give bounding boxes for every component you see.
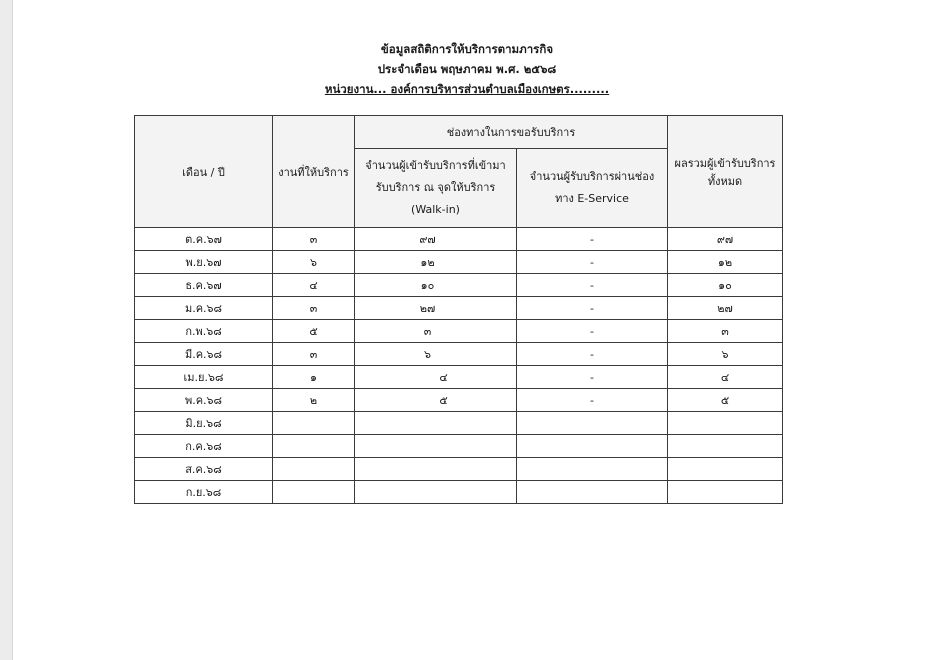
document-title: ข้อมูลสถิติการให้บริการตามภารกิจ <box>380 42 554 56</box>
cell-tasks: ๔ <box>273 274 355 297</box>
table-row <box>135 343 783 366</box>
header-channels: ช่องทางในการขอรับบริการ <box>355 116 668 149</box>
header-month: เดือน / ปี <box>135 116 273 228</box>
cell-eservice <box>517 458 668 481</box>
table-row <box>135 435 783 458</box>
cell-walkin: ๖ <box>355 343 517 366</box>
scan-edge <box>0 0 12 660</box>
cell-walkin: ๔ <box>355 366 517 389</box>
cell-walkin <box>355 458 517 481</box>
table-row <box>135 228 783 251</box>
table-row <box>135 366 783 389</box>
table-body <box>135 228 783 504</box>
cell-total: ๒๗ <box>668 297 783 320</box>
cell-total: ๔ <box>668 366 783 389</box>
cell-tasks <box>273 458 355 481</box>
header-eservice: จำนวนผู้รับบริการผ่านช่องทาง E-Service <box>517 149 668 228</box>
cell-tasks <box>273 435 355 458</box>
table-row <box>135 481 783 504</box>
cell-month: ก.พ.๖๘ <box>135 320 273 343</box>
cell-month: ก.ย.๖๘ <box>135 481 273 504</box>
cell-walkin <box>355 481 517 504</box>
cell-month: ม.ค.๖๘ <box>135 297 273 320</box>
header-total: ผลรวมผู้เข้ารับบริการทั้งหมด <box>668 116 783 228</box>
cell-eservice <box>517 412 668 435</box>
cell-eservice: - <box>517 343 668 366</box>
table-row <box>135 274 783 297</box>
cell-month: พ.ค.๖๘ <box>135 389 273 412</box>
cell-eservice: - <box>517 389 668 412</box>
cell-tasks: ๕ <box>273 320 355 343</box>
table-row <box>135 297 783 320</box>
cell-eservice: - <box>517 274 668 297</box>
cell-tasks: ๖ <box>273 251 355 274</box>
header-walkin: จำนวนผู้เข้ารับบริการที่เข้ามารับบริการ ณ จุดให้บริการ (Walk-in) <box>355 149 517 228</box>
cell-month: ต.ค.๖๗ <box>135 228 273 251</box>
cell-month: ส.ค.๖๘ <box>135 458 273 481</box>
cell-total <box>668 435 783 458</box>
cell-eservice: - <box>517 366 668 389</box>
scan-edge-line <box>12 0 13 660</box>
cell-tasks: ๓ <box>273 343 355 366</box>
cell-tasks: ๒ <box>273 389 355 412</box>
cell-eservice: - <box>517 297 668 320</box>
document-agency: หน่วยงาน... องค์การบริหารส่วนตำบลเมืองเกษตร......... <box>324 82 610 96</box>
cell-walkin: ๑๐ <box>355 274 517 297</box>
table-row <box>135 458 783 481</box>
table-row <box>135 412 783 435</box>
table-row <box>135 320 783 343</box>
cell-total: ๕ <box>668 389 783 412</box>
table-row <box>135 251 783 274</box>
cell-tasks: ๓ <box>273 297 355 320</box>
cell-month: ก.ค.๖๘ <box>135 435 273 458</box>
cell-month: ธ.ค.๖๗ <box>135 274 273 297</box>
cell-month: มี.ค.๖๘ <box>135 343 273 366</box>
cell-tasks <box>273 481 355 504</box>
cell-total: ๑๐ <box>668 274 783 297</box>
cell-walkin: ๓ <box>355 320 517 343</box>
cell-tasks <box>273 412 355 435</box>
cell-total <box>668 412 783 435</box>
cell-month: มิ.ย.๖๘ <box>135 412 273 435</box>
cell-month: เม.ย.๖๘ <box>135 366 273 389</box>
cell-eservice <box>517 435 668 458</box>
cell-month: พ.ย.๖๗ <box>135 251 273 274</box>
cell-walkin: ๕ <box>355 389 517 412</box>
cell-eservice: - <box>517 251 668 274</box>
cell-total: ๓ <box>668 320 783 343</box>
cell-total <box>668 481 783 504</box>
cell-eservice: - <box>517 228 668 251</box>
cell-walkin <box>355 412 517 435</box>
cell-walkin <box>355 435 517 458</box>
cell-walkin: ๑๒ <box>355 251 517 274</box>
cell-eservice <box>517 481 668 504</box>
cell-walkin: ๒๗ <box>355 297 517 320</box>
cell-eservice: - <box>517 320 668 343</box>
cell-total: ๖ <box>668 343 783 366</box>
header-tasks: งานที่ให้บริการ <box>273 116 355 228</box>
statistics-table <box>134 115 783 504</box>
cell-tasks: ๑ <box>273 366 355 389</box>
cell-walkin: ๙๗ <box>355 228 517 251</box>
document-period: ประจำเดือน พฤษภาคม พ.ศ. ๒๕๖๘ <box>377 62 557 76</box>
cell-total <box>668 458 783 481</box>
cell-total: ๙๗ <box>668 228 783 251</box>
table-row <box>135 389 783 412</box>
cell-total: ๑๒ <box>668 251 783 274</box>
cell-tasks: ๓ <box>273 228 355 251</box>
